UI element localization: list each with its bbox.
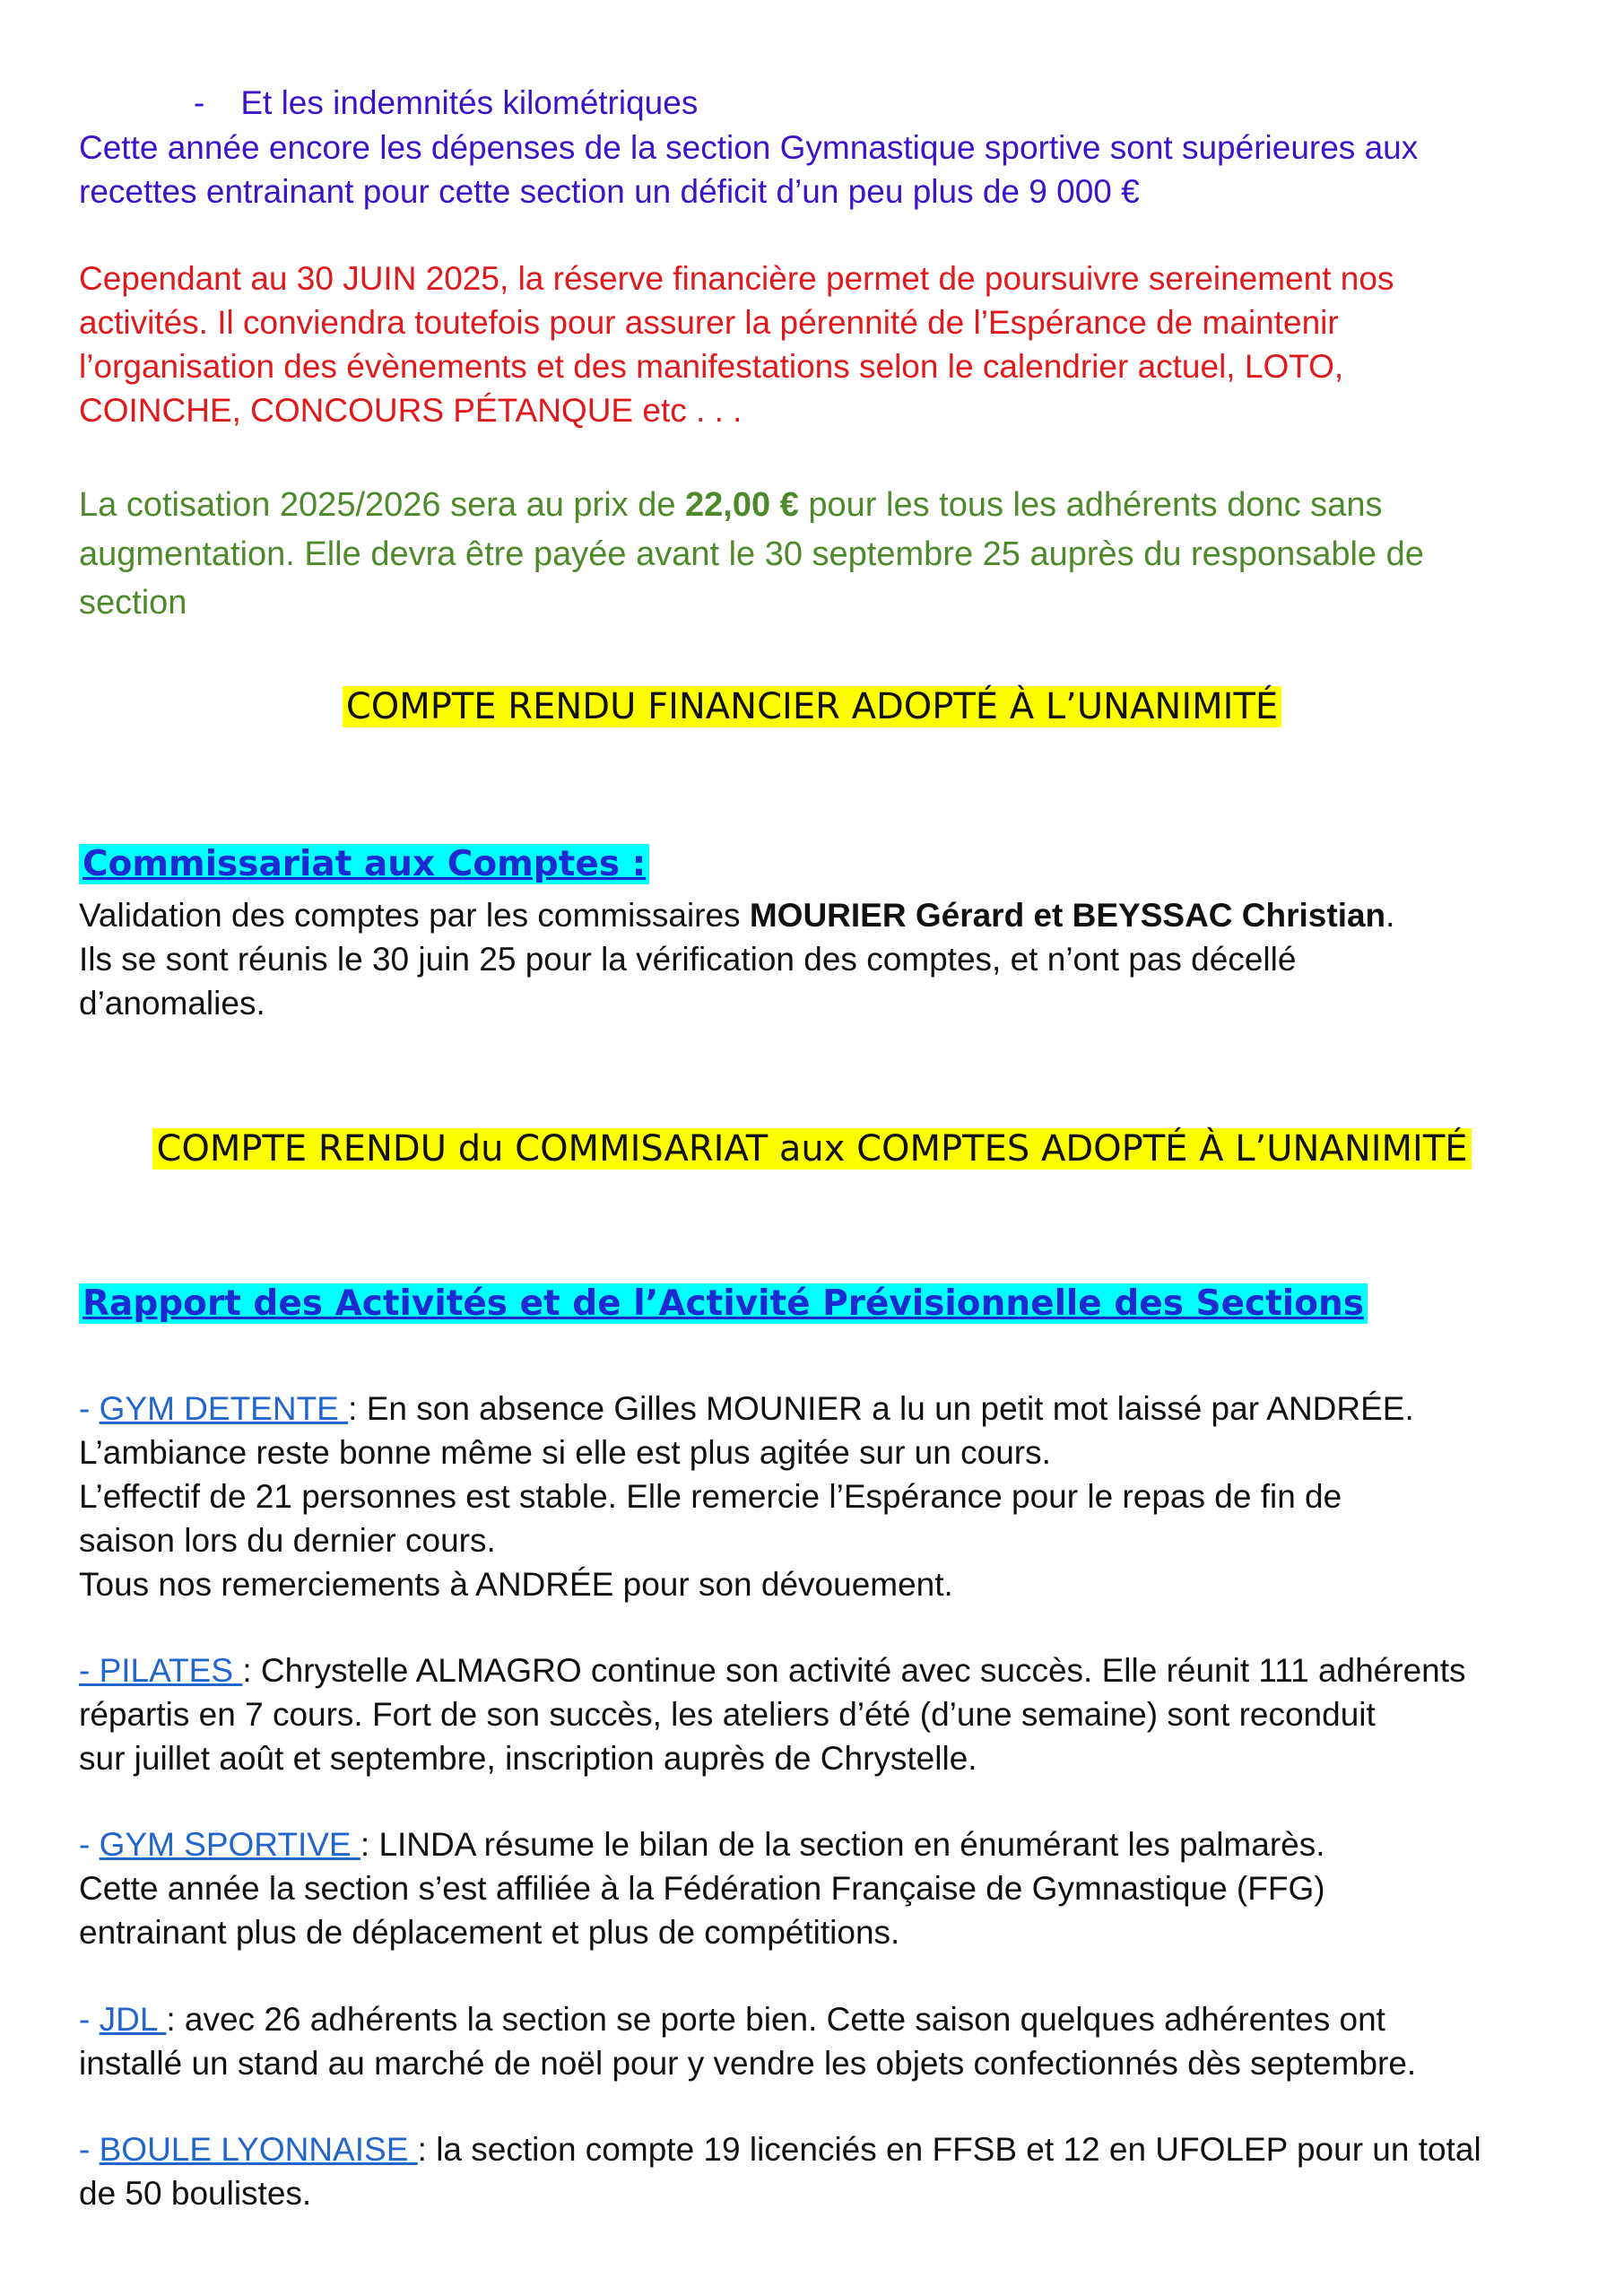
commissariat-line-1-pre: Validation des comptes par les commissaires xyxy=(79,897,750,934)
gym-sportive-line-3: entrainant plus de déplacement et plus de compétitions. xyxy=(79,1914,900,1951)
pilates-line-1 xyxy=(79,1648,1466,1693)
commissariat-line-1 xyxy=(79,893,1394,938)
gym-detente-line-5: Tous nos remerciements à ANDRÉE pour son dévouement. xyxy=(79,1566,953,1603)
pilates-line-3: sur juillet août et septembre, inscription auprès de Chrystelle. xyxy=(79,1740,977,1777)
gym-detente-line-1 xyxy=(79,1387,1414,1431)
jdl-line-2: installé un stand au marché de noël pour y vendre les objets confectionnés dès septembre. xyxy=(79,2045,1417,2082)
financial-adopted-banner: COMPTE RENDU FINANCIER ADOPTÉ À L’UNANIMITÉ xyxy=(343,686,1281,727)
jdl-text-1: : avec 26 adhérents la section se porte bien. Cette saison quelques adhérentes ont xyxy=(166,2001,1385,2038)
boule-lyonnaise-text-1: : la section compte 19 licenciés en FFSB et 12 en UFOLEP pour un total xyxy=(417,2131,1481,2168)
gym-detente-link[interactable]: GYM DETENTE xyxy=(99,1390,349,1427)
bullet-dash: - xyxy=(194,84,205,121)
jdl-line-1 xyxy=(79,1997,1385,2042)
bullet-text: Et les indemnités kilométriques xyxy=(240,84,699,121)
cotisation-post: pour les tous les adhérents donc sans xyxy=(798,486,1383,524)
reserve-line-1: Cependant au 30 JUIN 2025, la réserve financière permet de poursuivre sereinement nos xyxy=(79,260,1394,297)
cotisation-price: 22,00 € xyxy=(685,486,799,524)
cotisation-pre: La cotisation 2025/2026 sera au prix de xyxy=(79,486,686,524)
financial-banner xyxy=(0,682,1624,732)
gym-detente-line-3: L’effectif de 21 personnes est stable. Elle remercie l’Espérance pour le repas de fin de xyxy=(79,1478,1342,1515)
gym-sportive-text-1: : LINDA résume le bilan de la section en énumérant les palmarès. xyxy=(360,1826,1325,1863)
boule-lyonnaise-link[interactable]: BOULE LYONNAISE xyxy=(99,2131,418,2168)
commissariat-line-1-post: . xyxy=(1385,897,1395,934)
reserve-line-3: l’organisation des évènements et des manifestations selon le calendrier actuel, LOTO, xyxy=(79,348,1344,385)
deficit-line-1: Cette année encore les dépenses de la section Gymnastique sportive sont supérieures aux xyxy=(79,129,1419,166)
gym-sportive-link[interactable]: GYM SPORTIVE xyxy=(99,1826,360,1863)
commissariat-heading: Commissariat aux Comptes : xyxy=(79,844,649,884)
gym-detente-text-1: : En son absence Gilles MOUNIER a lu un petit mot laissé par ANDRÉE. xyxy=(348,1390,1414,1427)
jdl-dash: - xyxy=(79,2001,100,2038)
commissaires-names: MOURIER Gérard et BEYSSAC Christian xyxy=(749,897,1386,934)
gym-detente-line-2: L’ambiance reste bonne même si elle est plus agitée sur un cours. xyxy=(79,1434,1051,1471)
boule-lyonnaise-dash: - xyxy=(79,2131,100,2168)
boule-lyonnaise-line-1 xyxy=(79,2127,1481,2172)
jdl-link[interactable]: JDL xyxy=(99,2001,167,2038)
commissariat-adopted-banner: COMPTE RENDU du COMMISARIAT aux COMPTES ADOPTÉ À L’UNANIMITÉ xyxy=(152,1128,1471,1170)
reserve-line-2: activités. Il conviendra toutefois pour assurer la pérennité de l’Espérance de maintenir xyxy=(79,304,1339,341)
commissariat-line-2: Ils se sont réunis le 30 juin 25 pour la vérification des comptes, et n’ont pas décellé xyxy=(79,941,1297,978)
commissariat-banner xyxy=(0,1124,1624,1174)
deficit-line-2: recettes entrainant pour cette section un déficit d’un peu plus de 9 000 € xyxy=(79,173,1140,210)
gym-sportive-line-2: Cette année la section s’est affiliée à la Fédération Française de Gymnastique (FFG) xyxy=(79,1870,1325,1907)
boule-lyonnaise-line-2: de 50 boulistes. xyxy=(79,2175,312,2212)
cotisation-line-3: section xyxy=(79,584,187,622)
pilates-text-1: : Chrystelle ALMAGRO continue son activité avec succès. Elle réunit 111 adhérents xyxy=(242,1652,1466,1689)
bullet-item xyxy=(194,81,698,126)
cotisation-line-2: augmentation. Elle devra être payée avant le 30 septembre 25 auprès du responsable de xyxy=(79,535,1424,573)
gym-sportive-dash: - xyxy=(79,1826,100,1863)
cotisation-line-1 xyxy=(79,481,1382,530)
commissariat-heading-wrap xyxy=(79,841,649,888)
gym-sportive-line-1 xyxy=(79,1822,1325,1867)
gym-detente-dash: - xyxy=(79,1390,100,1427)
rapport-heading: Rapport des Activités et de l’Activité Prévisionnelle des Sections xyxy=(79,1283,1368,1324)
rapport-heading-wrap xyxy=(79,1281,1368,1327)
pilates-link[interactable]: - PILATES xyxy=(79,1652,243,1689)
reserve-line-4: COINCHE, CONCOURS PÉTANQUE etc . . . xyxy=(79,392,743,429)
commissariat-line-3: d’anomalies. xyxy=(79,985,265,1022)
gym-detente-line-4: saison lors du dernier cours. xyxy=(79,1522,496,1559)
pilates-line-2: répartis en 7 cours. Fort de son succès, les ateliers d’été (d’une semaine) sont reconduit xyxy=(79,1696,1376,1733)
